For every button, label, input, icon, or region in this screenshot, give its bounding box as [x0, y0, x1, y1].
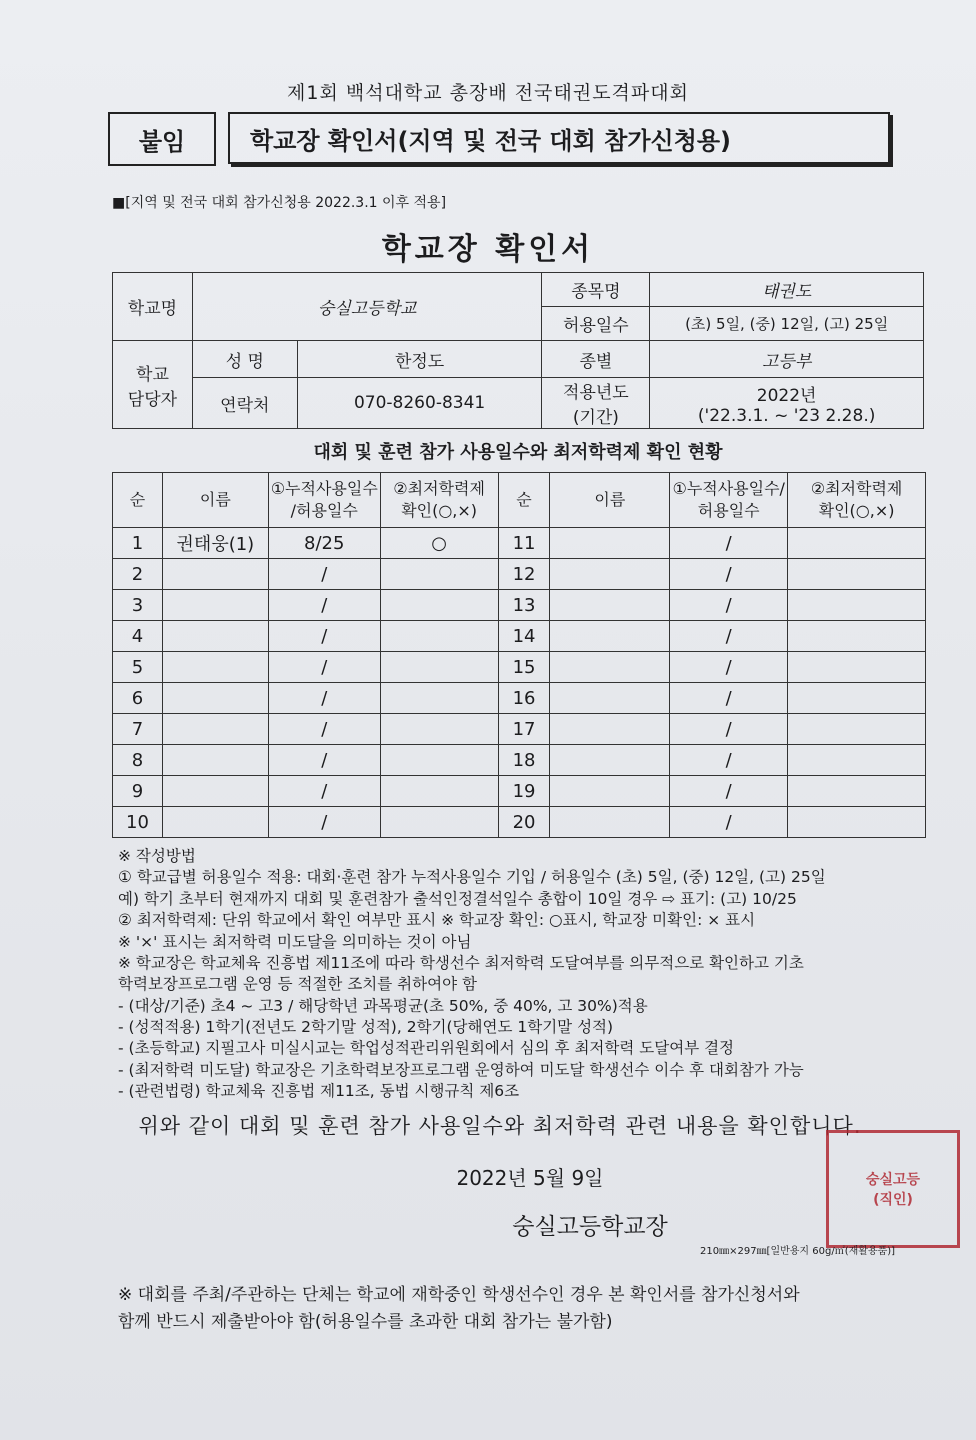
cell-left-days: / [268, 714, 380, 745]
cell-left-name [162, 590, 268, 621]
cell-right-no: 11 [498, 528, 550, 559]
cell-right-check [788, 683, 926, 714]
footer-note [118, 1282, 938, 1336]
cell-right-no: 14 [498, 621, 550, 652]
cell-right-no: 13 [498, 590, 550, 621]
applicability-note: ■[지역 및 전국 대회 참가신청용 2022.3.1 이후 적용] [112, 195, 447, 211]
table-row [113, 652, 926, 683]
attachment-label: 붙임 [108, 112, 216, 166]
cell-right-days: / [670, 590, 788, 621]
contact-person-label-line2: 담당자 [127, 389, 178, 410]
cell-right-days: / [670, 683, 788, 714]
cell-left-name [162, 652, 268, 683]
cell-right-days: / [670, 528, 788, 559]
cell-left-check [380, 590, 498, 621]
cell-right-check [788, 621, 926, 652]
instruction-line: - (관련법령) 학교체육 진흥법 제11조, 동법 시행규칙 제6조 [118, 1082, 520, 1101]
school-label: 학교명 [113, 273, 193, 341]
year-value [650, 378, 924, 429]
cell-left-check [380, 714, 498, 745]
cell-left-no: 8 [113, 745, 163, 776]
school-value: 숭실고등학교 [192, 273, 542, 341]
year-value-line1: 2022년 [756, 385, 817, 406]
table-row [113, 683, 926, 714]
instruction-line: ※ '×' 표시는 최저학력 미도달을 의미하는 것이 아님 [118, 932, 472, 951]
cell-right-name [550, 621, 670, 652]
cell-right-no: 20 [498, 807, 550, 838]
cell-right-name [550, 559, 670, 590]
header-no-right: 순 [498, 473, 550, 528]
cell-left-name [162, 776, 268, 807]
table-row [113, 714, 926, 745]
name-label: 성 명 [192, 341, 297, 378]
header-check-right-line1: ②최저학력제 [810, 478, 903, 498]
cell-right-check [788, 652, 926, 683]
cell-left-name [162, 745, 268, 776]
cell-right-name [550, 807, 670, 838]
cell-left-name [162, 807, 268, 838]
cell-left-no: 7 [113, 714, 163, 745]
cell-left-days: / [268, 807, 380, 838]
header-days-right-line2: 허용일수 [697, 501, 760, 520]
header-check-right [788, 473, 926, 528]
cell-right-check [788, 559, 926, 590]
cell-right-name [550, 745, 670, 776]
table-row [113, 528, 926, 559]
cell-left-days: / [268, 559, 380, 590]
main-title: 학교장 확인서 [381, 232, 595, 267]
cell-left-no: 9 [113, 776, 163, 807]
cell-left-check [380, 807, 498, 838]
cell-right-name [550, 714, 670, 745]
cell-left-check [380, 745, 498, 776]
cell-right-name [550, 590, 670, 621]
cell-right-days: / [670, 714, 788, 745]
header-check-line2: 확인(○,×) [401, 501, 478, 520]
header-no: 순 [113, 473, 163, 528]
table-row [113, 776, 926, 807]
header-days-right-line1: ①누적사용일수/ [672, 478, 785, 498]
header-check-line1: ②최저학력제 [393, 478, 485, 498]
division-label: 종별 [542, 341, 650, 378]
year-label [542, 378, 650, 429]
cell-left-check [380, 621, 498, 652]
cell-left-no: 10 [113, 807, 163, 838]
cell-right-days: / [670, 652, 788, 683]
seal-text-school: 숭실고등 [865, 1172, 921, 1188]
cell-right-no: 15 [498, 652, 550, 683]
instruction-line: 학력보장프로그램 운영 등 적절한 조치를 취하여야 함 [118, 975, 477, 994]
table-row [113, 590, 926, 621]
cell-left-name [162, 621, 268, 652]
instruction-line: ① 학교급별 허용일수 적용: 대회·훈련 참가 누적사용일수 기입 / 허용일수 (초) 5일, (중) 12일, (고) 25일 [118, 868, 826, 887]
cell-right-name [550, 528, 670, 559]
cell-right-days: / [670, 559, 788, 590]
phone-value: 070-8260-8341 [297, 378, 542, 429]
sport-label: 종목명 [542, 273, 650, 307]
cell-left-no: 5 [113, 652, 163, 683]
cell-left-check: ○ [380, 528, 498, 559]
cell-left-check [380, 652, 498, 683]
year-label-line2: (기간) [572, 408, 619, 428]
cell-right-check [788, 807, 926, 838]
paper-spec: 210㎜×297㎜[일반용지 60g/㎡(재활용품)] [700, 1246, 896, 1257]
footer-line1: ※ 대회를 주최/주관하는 단체는 학교에 재학중인 학생선수인 경우 본 확인서를 참가신청서와 [118, 1285, 800, 1305]
cell-right-no: 12 [498, 559, 550, 590]
instruction-line: - (초등학교) 지필고사 미실시교는 학업성적관리위원회에서 심의 후 최저학력 도달여부 결정 [118, 1039, 735, 1058]
cell-left-name [162, 683, 268, 714]
instruction-line: - (대상/기준) 초4 ~ 고3 / 해당학년 과목평균(초 50%, 중 40%, 고 30%)적용 [118, 996, 648, 1015]
division-value: 고등부 [650, 341, 924, 378]
cell-left-name [162, 559, 268, 590]
cell-left-name [162, 714, 268, 745]
cell-right-check [788, 528, 926, 559]
cell-left-no: 4 [113, 621, 163, 652]
cell-right-days: / [670, 807, 788, 838]
cell-right-no: 18 [498, 745, 550, 776]
cell-right-days: / [670, 745, 788, 776]
cell-left-no: 2 [113, 559, 163, 590]
cell-left-check [380, 683, 498, 714]
school-info-table [112, 272, 924, 429]
cell-left-days: / [268, 621, 380, 652]
year-value-line2: ('22.3.1. ~ '23 2.28.) [697, 405, 876, 426]
table-row [113, 745, 926, 776]
footer-line2: 함께 반드시 제출받아야 함(허용일수를 초과한 대회 참가는 불가함) [118, 1312, 613, 1333]
allowed-days-value: (초) 5일, (중) 12일, (고) 25일 [650, 307, 924, 341]
phone-label: 연락처 [192, 378, 297, 429]
cell-left-check [380, 776, 498, 807]
cell-left-check [380, 559, 498, 590]
cell-left-days: / [268, 683, 380, 714]
instructions [118, 846, 938, 1103]
header-days [268, 473, 380, 528]
cell-right-days: / [670, 776, 788, 807]
contact-person-label [113, 341, 193, 429]
allowed-days-label: 허용일수 [542, 307, 650, 341]
instruction-line: 예) 학기 초부터 현재까지 대회 및 훈련참가 출석인정결석일수 총합이 10일 경우 ⇨ 표기: (고) 10/25 [118, 889, 797, 908]
cell-left-name: 권태웅(1) [162, 528, 268, 559]
cell-right-name [550, 683, 670, 714]
header-name-right: 이름 [550, 473, 670, 528]
cell-right-check [788, 776, 926, 807]
cell-left-no: 3 [113, 590, 163, 621]
name-value: 한정도 [297, 341, 542, 378]
cell-right-name [550, 776, 670, 807]
contact-person-label-line1: 학교 [136, 364, 169, 385]
header-check [380, 473, 498, 528]
table-row [113, 559, 926, 590]
cell-right-name [550, 652, 670, 683]
header-days-line1: ①누적사용일수 [270, 478, 378, 498]
cell-right-check [788, 745, 926, 776]
cell-left-no: 6 [113, 683, 163, 714]
principal-signature: 숭실고등학교장 [512, 1214, 668, 1240]
seal-text-official: (직인) [873, 1192, 913, 1208]
instruction-line: ② 최저학력제: 단위 학교에서 확인 여부만 표시 ※ 학교장 확인: ○표시, 학교장 미확인: × 표시 [118, 911, 756, 930]
official-seal-stamp [826, 1130, 960, 1248]
cell-right-check [788, 714, 926, 745]
confirmation-text: 위와 같이 대회 및 훈련 참가 사용일수와 최저학력 관련 내용을 확인합니다. [138, 1114, 862, 1138]
table-row [113, 807, 926, 838]
cell-left-no: 1 [113, 528, 163, 559]
participation-table [112, 472, 926, 838]
header-name: 이름 [162, 473, 268, 528]
sport-value: 태권도 [650, 273, 924, 307]
cell-right-no: 16 [498, 683, 550, 714]
cell-left-days: 8/25 [268, 528, 380, 559]
cell-right-no: 17 [498, 714, 550, 745]
issue-date: 2022년 5월 9일 [456, 1166, 604, 1190]
instruction-line: - (성적적용) 1학기(전년도 2학기말 성적), 2학기(당해연도 1학기말 성적) [118, 1018, 614, 1036]
instruction-line: ※ 작성방법 [118, 847, 196, 865]
instruction-line: ※ 학교장은 학교체육 진흥법 제11조에 따라 학생선수 최저학력 도달여부를 의무적으로 확인하고 기초 [118, 953, 804, 972]
cell-left-days: / [268, 745, 380, 776]
instruction-line: - (최저학력 미도달) 학교장은 기초학력보장프로그램 운영하여 미도달 학생선수 이수 후 대회참가 가능 [118, 1060, 804, 1079]
form-title: 학교장 확인서(지역 및 전국 대회 참가신청용) [228, 112, 890, 164]
table-row [113, 621, 926, 652]
cell-left-days: / [268, 776, 380, 807]
header-check-right-line2: 확인(○,×) [818, 501, 895, 520]
cell-left-days: / [268, 652, 380, 683]
header-days-line2: /허용일수 [290, 501, 358, 520]
section-title: 대회 및 훈련 참가 사용일수와 최저학력제 확인 현황 [313, 442, 723, 463]
cell-right-no: 19 [498, 776, 550, 807]
cell-left-days: / [268, 590, 380, 621]
year-label-line1: 적용년도 [563, 383, 629, 403]
event-title: 제1회 백석대학교 총장배 전국태권도격파대회 [287, 82, 689, 104]
cell-right-check [788, 590, 926, 621]
header-days-right [670, 473, 788, 528]
cell-right-days: / [670, 621, 788, 652]
